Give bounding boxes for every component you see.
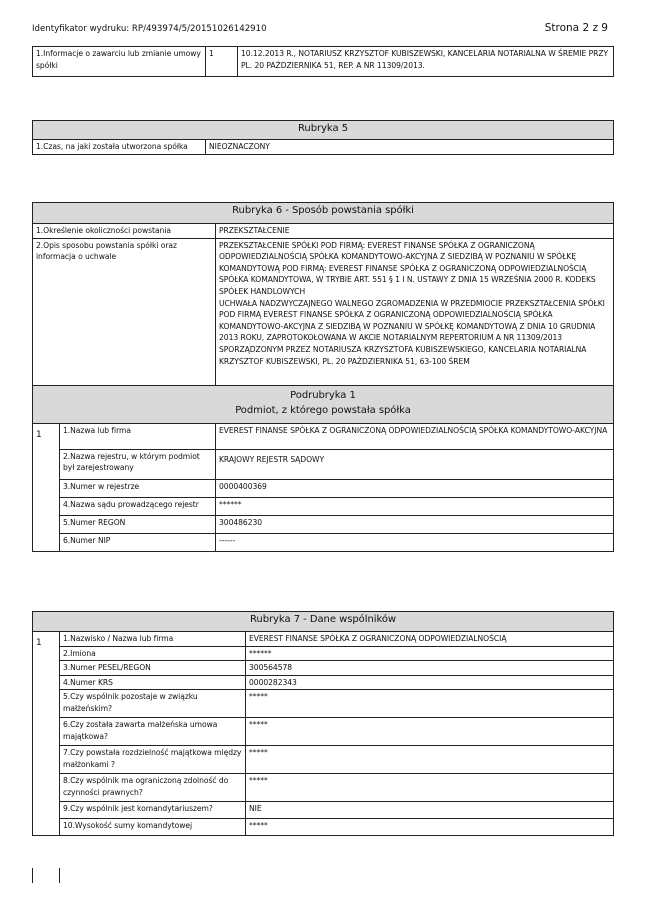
entity-row-value: EVEREST FINANSE SPÓŁKA Z OGRANICZONĄ ODPOWIEDZIALNOŚCIĄ SPÓŁKA KOMANDYTOWO-AKCYJNA [216, 423, 614, 449]
partner-row-label: 4.Numer KRS [60, 675, 246, 690]
partner-index: 1 [33, 632, 60, 836]
partner-row-value: 300564578 [246, 661, 614, 676]
rubryka-5-title: Rubryka 5 [33, 121, 614, 140]
page-number: Strona 2 z 9 [544, 22, 608, 34]
contract-info-block [32, 46, 614, 77]
rubryka-6-title: Rubryka 6 - Sposób powstania spółki [33, 203, 614, 224]
partner-row-value: ***** [246, 718, 614, 746]
rubryka-6-table [32, 202, 614, 552]
entity-row-value: ****** [216, 497, 614, 515]
entity-row-value: KRAJOWY REJESTR SĄDOWY [216, 449, 614, 479]
print-identifier: Identyfikator wydruku: RP/493974/5/20151026142910 [32, 24, 267, 34]
partner-row-value: ***** [246, 774, 614, 802]
partner-row-label: 3.Numer PESEL/REGON [60, 661, 246, 676]
contract-info-label: 1.Informacje o zawarciu lub zmianie umowy spółki [33, 47, 206, 77]
subsection-1-header [33, 385, 614, 423]
duration-value: NIEOZNACZONY [206, 140, 614, 155]
partner-row-label: 9.Czy wspólnik jest komandytariuszem? [60, 802, 246, 819]
partner-row-value: ***** [246, 746, 614, 774]
partner-row-value: 0000282343 [246, 675, 614, 690]
partner-row-value: NIE [246, 802, 614, 819]
entity-row-label: 2.Nazwa rejestru, w którym podmiot był zarejestrowany [60, 449, 216, 479]
subsection-1-subtitle: Podmiot, z którego powstała spółka [235, 404, 411, 416]
partner-row-label: 8.Czy wspólnik ma ograniczoną zdolność do czynności prawnych? [60, 774, 246, 802]
partner-row-value: ***** [246, 819, 614, 836]
origin-description-value [216, 238, 614, 385]
subsection-1-title: Podrubryka 1 [290, 389, 356, 401]
continuation-line-left [32, 868, 33, 883]
continuation-line-inner [59, 868, 60, 883]
rubryka-5 [32, 120, 614, 155]
resolution-text: UCHWAŁA NADZWYCZAJNEGO WALNEGO ZGROMADZENIA W PRZEDMIOCIE PRZEKSZTAŁCENIA SPÓŁKI POD FIRMĄ EVEREST FINANSE SPÓŁKA Z OGRANICZONĄ ODPOWIEDZIALNOŚCIĄ SPÓŁKA KOMANDYTOWO-AKCYJNA Z SIEDZIBĄ W POZNANIU W SPÓŁKĘ KOMANDYTOWĄ Z DNIA 10 GRUDNIA 2013 ROKU, ZAPROTOKOŁOWANA W AKCIE NOTARIALNYM REPERTORIUM A NR 11309/2013 SPORZĄDZONYM PRZEZ NOTARIUSZA KRZYSZTOFA KUBISZEWSKIEGO, KANCELARIA NOTARIALNA KRZYSZTOF KUBISZEWSKI, PL. 20 PAŹDZIERNIKA 51, 63-100 ŚREM [219, 298, 605, 366]
rubryka-5-table [32, 120, 614, 155]
rubryka-6 [32, 202, 614, 552]
partner-row-label: 6.Czy została zawarta małżeńska umowa majątkowa? [60, 718, 246, 746]
contract-info-table [32, 46, 614, 77]
partner-row-label: 7.Czy powstała rozdzielność majątkowa między małżonkami ? [60, 746, 246, 774]
origin-description-label: 2.Opis sposobu powstania spółki oraz informacja o uchwale [33, 238, 216, 385]
entity-row-label: 1.Nazwa lub firma [60, 423, 216, 449]
entity-row-value: 0000400369 [216, 479, 614, 497]
partner-row-value: ****** [246, 646, 614, 661]
page-header [32, 24, 608, 34]
partner-row-label: 5.Czy wspólnik pozostaje w związku małżeńskim? [60, 690, 246, 718]
entity-index: 1 [33, 423, 60, 551]
entity-row-label: 4.Nazwa sądu prowadzącego rejestr [60, 497, 216, 515]
partner-row-label: 2.Imiona [60, 646, 246, 661]
rubryka-7-title: Rubryka 7 - Dane wspólników [33, 612, 614, 632]
partner-row-label: 10.Wysokość sumy komandytowej [60, 819, 246, 836]
entity-row-label: 3.Numer w rejestrze [60, 479, 216, 497]
duration-label: 1.Czas, na jaki została utworzona spółka [33, 140, 206, 155]
partner-row-value: EVEREST FINANSE SPÓŁKA Z OGRANICZONĄ ODPOWIEDZIALNOŚCIĄ [246, 632, 614, 647]
entity-row-label: 5.Numer REGON [60, 515, 216, 533]
rubryka-7 [32, 611, 614, 836]
entity-row-value: 300486230 [216, 515, 614, 533]
contract-info-value: 10.12.2013 R., NOTARIUSZ KRZYSZTOF KUBISZEWSKI, KANCELARIA NOTARIALNA W ŚREMIE PRZY PL. 20 PAŹDZIERNIKA 51, REP. A NR 11309/2013. [238, 47, 614, 77]
entity-row-value: ------ [216, 533, 614, 551]
contract-info-index: 1 [206, 47, 238, 77]
origin-circumstance-label: 1.Określenie okoliczności powstania [33, 224, 216, 239]
entity-row-label: 6.Numer NIP [60, 533, 216, 551]
transformation-text: PRZEKSZTAŁCENIE SPÓŁKI POD FIRMĄ: EVEREST FINANSE SPÓŁKA Z OGRANICZONĄ ODPOWIEDZIALNOŚCIĄ SPÓŁKA KOMANDYTOWO-AKCYJNA Z SIEDZIBĄ W POZNANIU W SPÓŁKĘ KOMANDYTOWĄ POD FIRMĄ: EVEREST FINANSE SPÓŁKA Z OGRANICZONĄ ODPOWIEDZIALNOŚCIĄ SPÓŁKA KOMANDYTOWA, W TRYBIE ART. 551 § 1 I N. USTAWY Z DNIA 15 WRZEŚNIA 2000 R. KODEKS SPÓŁEK HANDLOWYCH [219, 240, 596, 296]
partner-row-label: 1.Nazwisko / Nazwa lub firma [60, 632, 246, 647]
partner-row-value: ***** [246, 690, 614, 718]
origin-circumstance-value: PRZEKSZTAŁCENIE [216, 224, 614, 239]
rubryka-7-table [32, 611, 614, 836]
